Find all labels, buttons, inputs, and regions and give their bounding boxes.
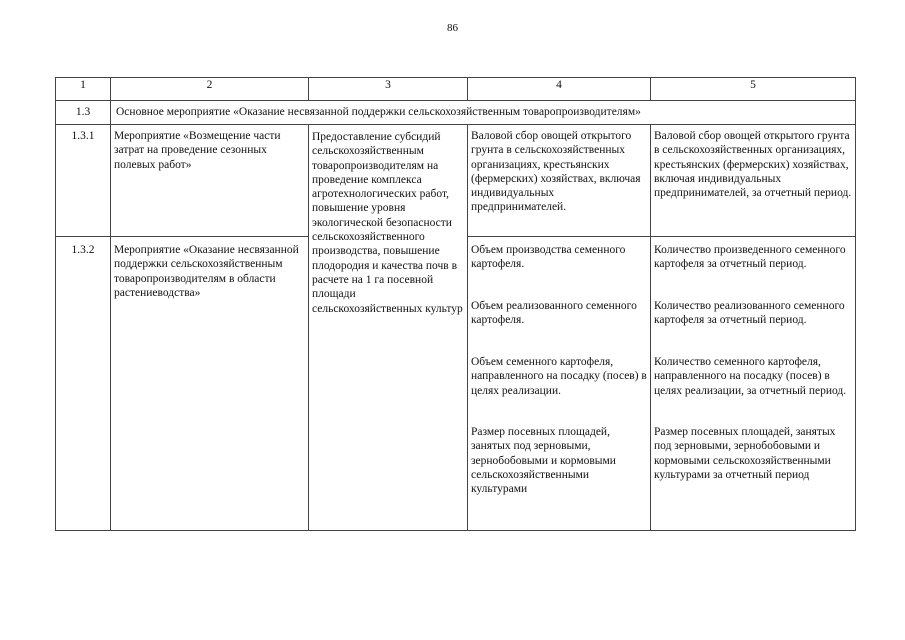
header-cell-5: 5 [651,78,856,101]
indicator-cell [468,237,651,531]
activity-cell: Мероприятие «Возмещение части затрат на проведение сезонных полевых работ» [111,125,309,237]
indicator-text: Объем производства семенного картофеля. [471,244,626,271]
program-table [55,77,856,531]
section-title: Основное мероприятие «Оказание несвязанной поддержки сельскохозяйственным товаропроизводителям» [111,101,856,125]
row-number: 1.3.2 [56,237,111,531]
definition-text: Количество произведенного семенного картофеля за отчетный период. [654,244,846,271]
definition-text: Количество реализованного семенного картофеля за отчетный период. [654,300,845,327]
header-row [56,78,856,101]
activity-cell: Мероприятие «Оказание несвязанной поддержки сельскохозяйственным товаропроизводителям в области растениеводства» [111,237,309,531]
header-cell-4: 4 [468,78,651,101]
section-number: 1.3 [56,101,111,125]
definition-text: Размер посевных площадей, занятых под зерновыми, зернобобовыми и кормовыми сельскохозяйственными культурами за отчетный период [654,426,836,481]
shared-description-cell: Предоставление субсидий сельскохозяйственным товаропроизводителям на проведение комплекса агротехнологических работ, повышение уровня экологической безопасности сельскохозяйственного производства, повышение плодородия и качества почв в расчете на 1 га посевной площади сельскохозяйственных культур [309,125,468,531]
header-cell-2: 2 [111,78,309,101]
indicator-text: Объем реализованного семенного картофеля. [471,300,637,327]
row-number: 1.3.1 [56,125,111,237]
definition-cell [651,125,856,237]
definition-text: Количество семенного картофеля, направленного на посадку (посев) в целях реализации, за отчетный период. [654,356,847,397]
indicator-text: Объем семенного картофеля, направленного на посадку (посев) в целях реализации. [471,356,647,397]
definition-text: Валовой сбор овощей открытого грунта в сельскохозяйственных организациях, крестьянских (фермерских) хозяйствах, включая индивидуальных предпринимателей, за отчетный период. [654,130,852,200]
page-number: 86 [447,22,458,34]
indicator-cell [468,125,651,237]
definition-cell [651,237,856,531]
indicator-text: Валовой сбор овощей открытого грунта в сельскохозяйственных организациях, крестьянских (фермерских) хозяйствах, включая индивидуальных предпринимателей. [471,130,641,214]
indicator-text: Размер посевных площадей, занятых под зерновыми, зернобобовыми и кормовыми сельскохозяйственными культурами [471,426,616,496]
table-row [56,125,856,237]
header-cell-3: 3 [309,78,468,101]
section-row [56,101,856,125]
header-cell-1: 1 [56,78,111,101]
